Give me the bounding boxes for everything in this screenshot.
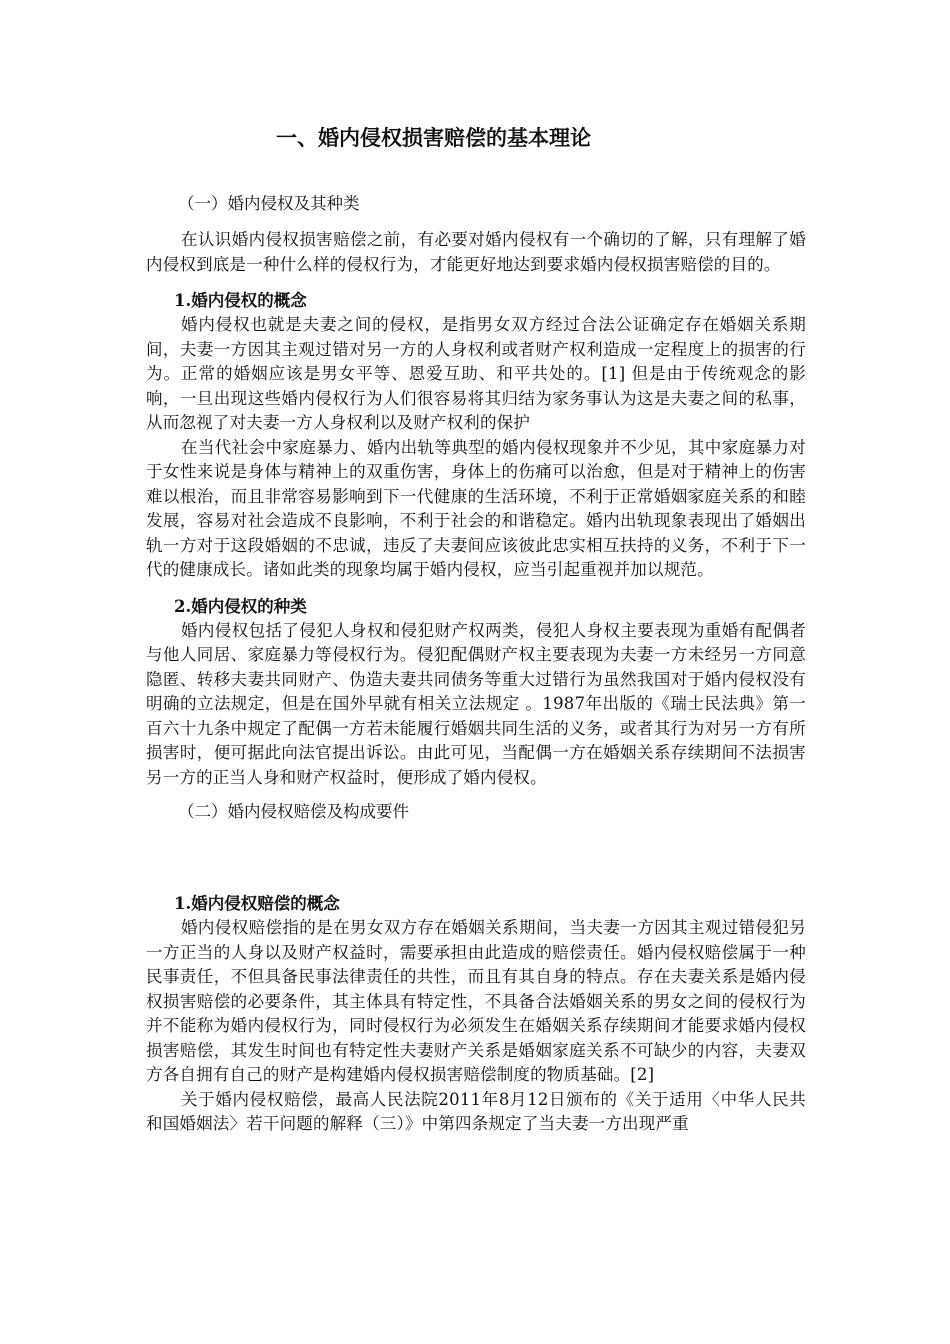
- subsection-heading-concept: 1.婚内侵权的概念: [174, 291, 307, 310]
- section1-intro-paragraph: 在认识婚内侵权损害赔偿之前，有必要对婚内侵权有一个确切的了解，只有理解了婚内侵权到底是一种什么样的侵权行为，才能更好地达到要求婚内侵权损害赔偿的目的。: [146, 230, 806, 274]
- compensation-paragraph-1: 婚内侵权赔偿指的是在男女双方存在婚姻关系期间，当夫妻一方因其主观过错侵犯另一方正当的人身以及财产权益时，需要承担由此造成的赔偿责任。婚内侵权赔偿属于一种民事责任，不但具备民事法律责任的共性，而且有其自身的特点。存在夫妻关系是婚内侵权损害赔偿的必要条件，其主体具有特定性，不具备合法婚姻关系的男女之间的侵权行为并不能称为婚内侵权行为，同时侵权行为必须发生在婚姻关系存续期间才能要求婚内侵权损害赔偿，其发生时间也有特定性夫妻财产关系是婚姻家庭关系不可缺少的内容，夫妻双方各自拥有自己的财产是构建婚内侵权损害赔偿制度的物质基础。[2]: [146, 918, 806, 1084]
- section-spacer: [146, 836, 806, 880]
- section-heading-1: （一）婚内侵权及其种类: [178, 194, 360, 213]
- compensation-paragraph-2: 关于婚内侵权赔偿，最高人民法院2011年8月12日颁布的《关于适用〈中华人民共和国婚姻法〉若干问题的解释（三）》中第四条规定了当夫妻一方出现严重: [146, 1089, 806, 1133]
- page-title: 一、婚内侵权损害赔偿的基本理论: [276, 126, 591, 150]
- concept-paragraph-1: 婚内侵权也就是夫妻之间的侵权，是指男女双方经过合法公证确定存在婚姻关系期间，夫妻一方因其主观过错对另一方的人身权利或者财产权利造成一定程度上的损害的行为。正常的婚姻应该是男女平等、恩爱互助、和平共处的。[1] 但是由于传统观念的影响，一旦出现这些婚内侵权行为人们很容易将其归结为家务事认为这是夫妻之间的私事，从而忽视了对夫妻一方人身权利以及财产权利的保护: [146, 315, 806, 432]
- types-paragraph: 婚内侵权包括了侵犯人身权和侵犯财产权两类，侵犯人身权主要表现为重婚有配偶者与他人同居、家庭暴力等侵权行为。侵犯配偶财产权主要表现为夫妻一方未经另一方同意隐匿、转移夫妻共同财产、伪造夫妻共同债务等重大过错行为虽然我国对于婚内侵权没有明确的立法规定，但是在国外早就有相关立法规定 。1987年出版的《瑞士民法典》第一百六十九条中规定了配偶一方若未能履行婚姻共同生活的义务，或者其行为对另一方有所损害时，便可据此向法官提出诉讼。由此可见，当配偶一方在婚姻关系存续期间不法损害另一方的正当人身和财产权益时，便形成了婚内侵权。: [146, 620, 806, 787]
- subsection-heading-types: 2.婚内侵权的种类: [174, 596, 307, 616]
- concept-paragraph-2: 在当代社会中家庭暴力、婚内出轨等典型的婚内侵权现象并不少见，其中家庭暴力对于女性来说是身体与精神上的双重伤害，身体上的伤痛可以治愈，但是对于精神上的伤害难以根治，而且非常容易影响到下一代健康的生活环境，不利于正常婚姻家庭关系的和睦发展，容易对社会造成不良影响，不利于社会的和谐稳定。婚内出轨现象表现出了婚姻出轨一方对于这段婚姻的不忠诚，违反了夫妻间应该彼此忠实相互扶持的义务，不利于下一代的健康成长。诸如此类的现象均属于婚内侵权，应当引起重视并加以规范。: [146, 437, 806, 579]
- subsection-heading-compensation: 1.婚内侵权赔偿的概念: [174, 894, 340, 913]
- document-body: [146, 118, 806, 1137]
- section-heading-2: （二）婚内侵权赔偿及构成要件: [178, 802, 409, 821]
